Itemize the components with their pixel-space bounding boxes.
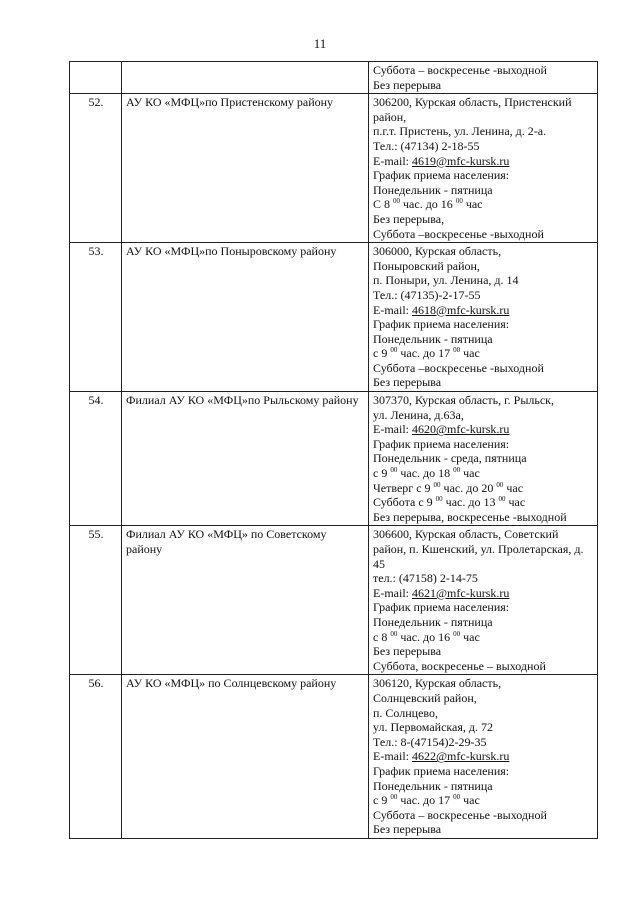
email-line [373, 422, 594, 437]
email-link[interactable]: 4622@mfc-kursk.ru [412, 749, 510, 764]
email-link[interactable]: 4619@mfc-kursk.ru [412, 153, 510, 168]
hours-line [373, 197, 594, 212]
detail-line: 306600, Курская область, Советский район, п. Кшенский, ул. Пролетарская, д. 45 [373, 527, 584, 571]
hours-minutes: 00 [453, 466, 461, 475]
office-details [369, 243, 598, 392]
email-line [373, 749, 594, 764]
row-number: 54. [70, 392, 122, 526]
hours-minutes: 00 [435, 495, 443, 504]
detail-line: График приема населения: [373, 436, 510, 451]
hours-minutes: 00 [393, 197, 401, 206]
hours-text: час [460, 346, 480, 361]
hours-minutes: 00 [390, 346, 398, 355]
office-details [369, 392, 598, 526]
email-line [373, 586, 594, 601]
detail-line: Понедельник - пятница [373, 778, 493, 793]
hours-text: час [462, 197, 483, 212]
hours-line [373, 630, 594, 645]
table-row [70, 243, 598, 392]
table-row [70, 392, 598, 526]
hours-text: Суббота с 9 [373, 495, 436, 510]
hours-minutes: 00 [453, 629, 461, 638]
email-link[interactable]: 4618@mfc-kursk.ru [412, 302, 510, 317]
hours-text: час. до 13 [442, 495, 499, 510]
hours-minutes: 00 [455, 197, 463, 206]
detail-line: Без перерыва [373, 77, 442, 92]
hours-minutes: 00 [453, 793, 461, 802]
detail-line: ул. Ленина, д.63а, [373, 407, 464, 422]
hours-minutes: 00 [496, 480, 504, 489]
email-link[interactable]: 4621@mfc-kursk.ru [412, 585, 510, 600]
detail-line: Без перерыва, [373, 211, 445, 226]
detail-line: График приема населения: [373, 763, 510, 778]
office-details [369, 675, 598, 839]
detail-line: Солнцевский район, [373, 690, 477, 705]
detail-line: 306000, Курская область, [373, 244, 502, 259]
detail-line: п. Поныри, ул. Ленина, д. 14 [373, 273, 519, 288]
detail-line: п. Солнцево, [373, 705, 439, 720]
detail-line: Суббота – воскресенье -выходной [373, 63, 547, 77]
hours-text: час [460, 629, 480, 644]
hours-minutes: 00 [390, 793, 398, 802]
hours-text: час. до 20 [440, 480, 497, 495]
detail-line: 306120, Курская область, [373, 676, 502, 691]
detail-line: Без перерыва [373, 822, 442, 837]
office-name: Филиал АУ КО «МФЦ»по Рыльскому району [122, 392, 369, 526]
email-label: E-mail: [373, 153, 412, 168]
email-link[interactable]: 4620@mfc-kursk.ru [412, 422, 510, 437]
hours-text: час. до 18 [397, 466, 454, 481]
hours-line [373, 481, 594, 496]
hours-text: час. до 17 [397, 346, 454, 361]
hours-minutes: 00 [390, 629, 398, 638]
detail-line: 306200, Курская область, Пристенский район, [373, 95, 572, 124]
detail-line: Понедельник - среда, пятница [373, 451, 527, 466]
hours-minutes: 00 [498, 495, 506, 504]
hours-line [373, 793, 594, 808]
email-label: E-mail: [373, 749, 412, 764]
office-details [369, 62, 598, 94]
detail-line: Суббота – воскресенье -выходной [373, 807, 547, 822]
email-line [373, 303, 594, 318]
hours-text: час [460, 793, 480, 808]
email-label: E-mail: [373, 302, 412, 317]
office-name: Филиал АУ КО «МФЦ» по Советскому району [122, 526, 369, 675]
detail-line: Без перерыва [373, 375, 442, 390]
hours-text: час [505, 495, 526, 510]
hours-text: час [503, 480, 524, 495]
office-name [122, 62, 369, 94]
detail-line: п.г.т. Пристень, ул. Ленина, д. 2-а. [373, 124, 547, 139]
row-number: 53. [70, 243, 122, 392]
row-number [70, 62, 122, 94]
hours-text: с 9 [373, 346, 391, 361]
detail-line: Тел.: (47134) 2-18-55 [373, 138, 480, 153]
mfc-offices-table [69, 61, 598, 839]
row-number: 56. [70, 675, 122, 839]
office-name: АУ КО «МФЦ»по Поныровскому району [122, 243, 369, 392]
detail-line: Тел.: 8-(47154)2-29-35 [373, 734, 487, 749]
detail-line: Суббота –воскресенье -выходной [373, 226, 544, 241]
hours-minutes: 00 [453, 346, 461, 355]
detail-line: Понедельник - пятница [373, 182, 493, 197]
detail-line: ул. Первомайская, д. 72 [373, 720, 493, 735]
detail-line: Понедельник - пятница [373, 614, 493, 629]
hours-text: Четверг с 9 [373, 480, 434, 495]
office-name: АУ КО «МФЦ»по Пристенскому району [122, 94, 369, 243]
detail-line: Суббота, воскресенье – выходной [373, 658, 546, 673]
detail-line: График приема населения: [373, 317, 510, 332]
detail-line: График приема населения: [373, 168, 510, 183]
detail-line: График приема населения: [373, 600, 510, 615]
hours-text: с 9 [373, 466, 391, 481]
hours-text: час. до 17 [397, 793, 454, 808]
detail-line: Без перерыва [373, 644, 442, 659]
office-details [369, 94, 598, 243]
detail-line: Тел.: (47135)-2-17-55 [373, 287, 481, 302]
row-number: 55. [70, 526, 122, 675]
table-row [70, 526, 598, 675]
hours-line [373, 495, 594, 510]
detail-line: Суббота –воскресенье -выходной [373, 360, 544, 375]
detail-line: 307370, Курская область, г. Рыльск, [373, 393, 555, 408]
hours-minutes: 00 [390, 466, 398, 475]
page-number: 11 [313, 36, 327, 51]
detail-line: Без перерыва, воскресенье -выходной [373, 509, 567, 524]
hours-line [373, 466, 594, 481]
detail-line: тел.: (47158) 2-14-75 [373, 571, 478, 586]
hours-text: час [460, 466, 480, 481]
hours-line [373, 346, 594, 361]
email-label: E-mail: [373, 585, 412, 600]
table-row [70, 675, 598, 839]
hours-text: час. до 16 [397, 629, 454, 644]
table-row [70, 94, 598, 243]
table-body [70, 62, 598, 839]
office-details [369, 526, 598, 675]
detail-line: Понедельник - пятница [373, 331, 493, 346]
email-line [373, 154, 594, 169]
hours-minutes: 00 [433, 480, 441, 489]
detail-line: Поныровский район, [373, 258, 480, 273]
email-label: E-mail: [373, 422, 412, 437]
table-row [70, 62, 598, 94]
hours-text: с 8 [373, 629, 391, 644]
hours-text: час. до 16 [400, 197, 456, 212]
office-name: АУ КО «МФЦ» по Солнцевскому району [122, 675, 369, 839]
hours-text: с 9 [373, 793, 391, 808]
hours-text: С 8 [373, 197, 394, 212]
row-number: 52. [70, 94, 122, 243]
